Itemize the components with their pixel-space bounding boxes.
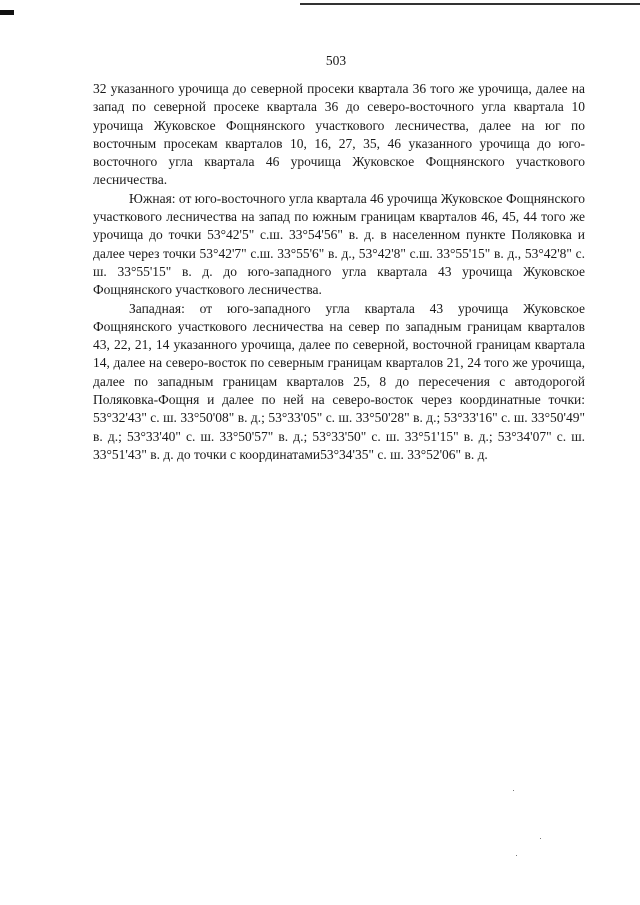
scan-speck xyxy=(540,838,541,839)
scan-edge-left xyxy=(0,10,14,15)
paragraph-boundary-south: Южная: от юго-восточного угла квартала 46 урочища Жуковское Фощнянского участкового лесничества на запад по южным границам кварталов 46, 45, 44 того же урочища до точки 53°42'5" с.ш. 33°54'56" в. д. в населенном пункте Поляковка и далее через точки 53°42'7" с.ш. 33°55'6" в. д., 53°42'8" с.ш. 33°55'15" в. д., 53°42'8" с. ш. 33°55'15" в. д. до юго-западного угла квартала 43 урочища Жуковское Фощнянского участкового лесничества. xyxy=(93,190,586,298)
paragraph-boundary-east-continuation: 32 указанного урочища до северной просеки квартала 36 того же урочища, далее на запад по северной просеке квартала 36 до северо-восточного угла квартала 10 урочища Жуковское Фощнянского участкового лесничества, далее на юг по восточным просекам кварталов 10, 16, 27, 35, 46 указанного урочища до юго-восточного угла квартала 46 урочища Жуковское Фощнянского участкового лесничества. xyxy=(93,81,585,188)
scan-edge-top xyxy=(300,3,640,5)
paragraph-boundary-west: Западная: от юго-западного угла квартала 43 урочища Жуковское Фощнянского участкового лесничества на север по западным границам кварталов 43, 22, 21, 14 указанного урочища, далее по северной, восточной границам квартала 14, далее на северо-восток по северным границам кварталов 21, 24 того же урочища, далее по западным границам кварталов 25, 8 до пересечения с автодорогой Поляковка-Фощня и далее по ней на северо-восток через координатные точки: 53°32'43" с. ш. 33°50'08" в. д.; 53°33'05" с. ш. 33°50'28" в. д.; 53°33'16" с. ш. 33°50'49" в. д.; 53°33'40" с. ш. 33°50'57" в. д.; 53°33'50" с. ш. 33°51'15" в. д.; 53°34'07" с. ш. 33°51'43" в. д. до точки с координатами53°34'35" с. ш. 33°52'06" в. д. xyxy=(93,300,585,462)
scan-speck xyxy=(513,790,514,791)
scan-speck xyxy=(516,855,517,856)
page-number: 503 xyxy=(325,53,347,68)
document-body xyxy=(93,80,585,464)
